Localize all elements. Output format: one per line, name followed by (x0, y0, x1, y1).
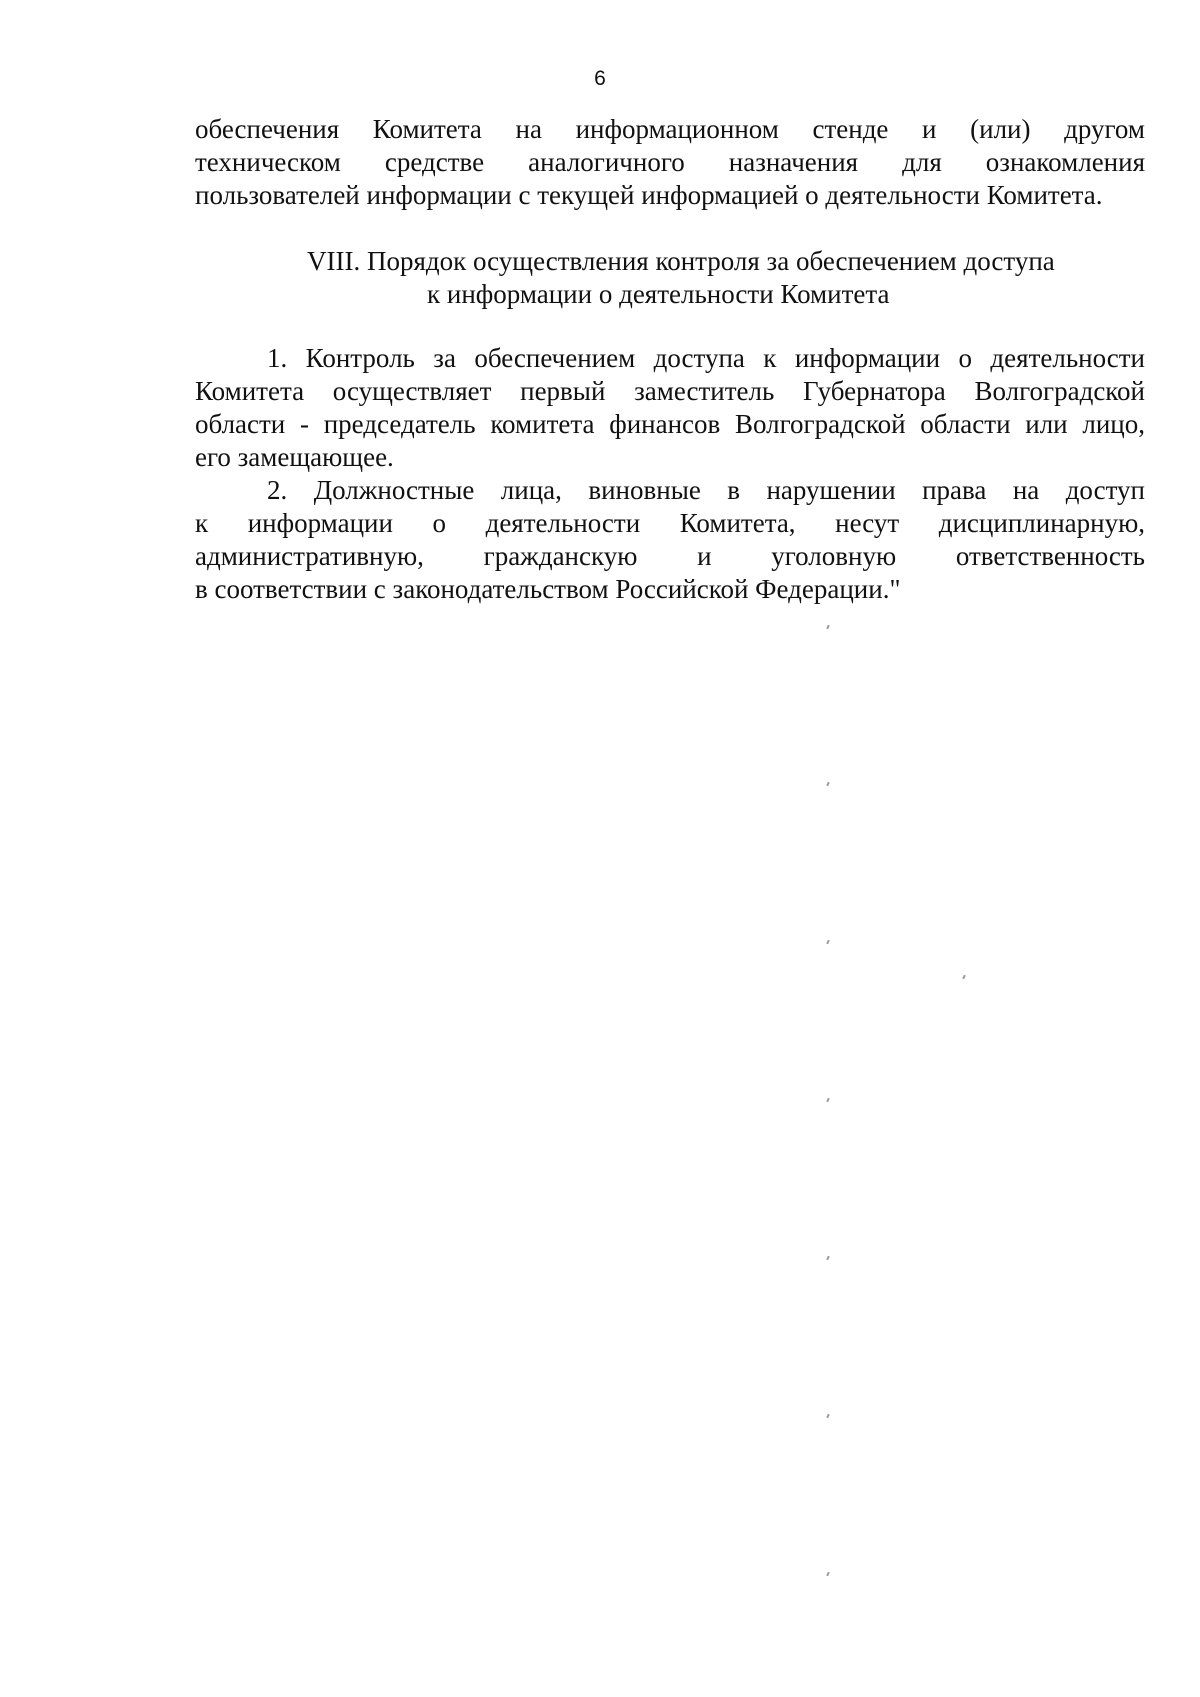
heading-line: VIII. Порядок осуществления контроля за обеспечением доступа (307, 246, 1055, 276)
scan-speck (826, 940, 830, 944)
text-line: 1. Контроль за обеспечением доступа к информации о деятельности (267, 343, 1145, 373)
scan-speck (826, 1098, 830, 1102)
text-line: административную, гражданскую и уголовную ответственность (195, 541, 1145, 571)
text-line: области - председатель комитета финансов Волгоградской области или лицо, (195, 409, 1145, 439)
text-line: к информации о деятельности Комитета, несут дисциплинарную, (195, 508, 1145, 538)
text-line: 2. Должностные лица, виновные в нарушении права на доступ (267, 475, 1145, 505)
scan-speck (826, 1572, 830, 1576)
text-line: пользователей информации с текущей информацией о деятельности Комитета. (195, 180, 1103, 210)
heading-line: к информации о деятельности Комитета (427, 279, 890, 309)
text-line: обеспечения Комитета на информационном стенде и (или) другом (195, 114, 1145, 144)
scan-speck (826, 1256, 830, 1260)
text-line: в соответствии с законодательством Российской Федерации." (195, 574, 901, 604)
scan-speck (962, 975, 966, 979)
scan-speck (826, 782, 830, 786)
paragraph-1 (195, 342, 1145, 474)
scan-speck (826, 625, 830, 629)
page-number: 6 (594, 67, 606, 90)
text-line: техническом средстве аналогичного назначения для ознакомления (195, 147, 1145, 177)
continuation-paragraph (195, 113, 1145, 212)
text-line: Комитета осуществляет первый заместитель Губернатора Волгоградской (195, 376, 1145, 406)
scan-speck (826, 1414, 830, 1418)
paragraph-2 (195, 474, 1145, 606)
section-heading (195, 245, 1145, 311)
text-line: его замещающее. (195, 442, 394, 472)
